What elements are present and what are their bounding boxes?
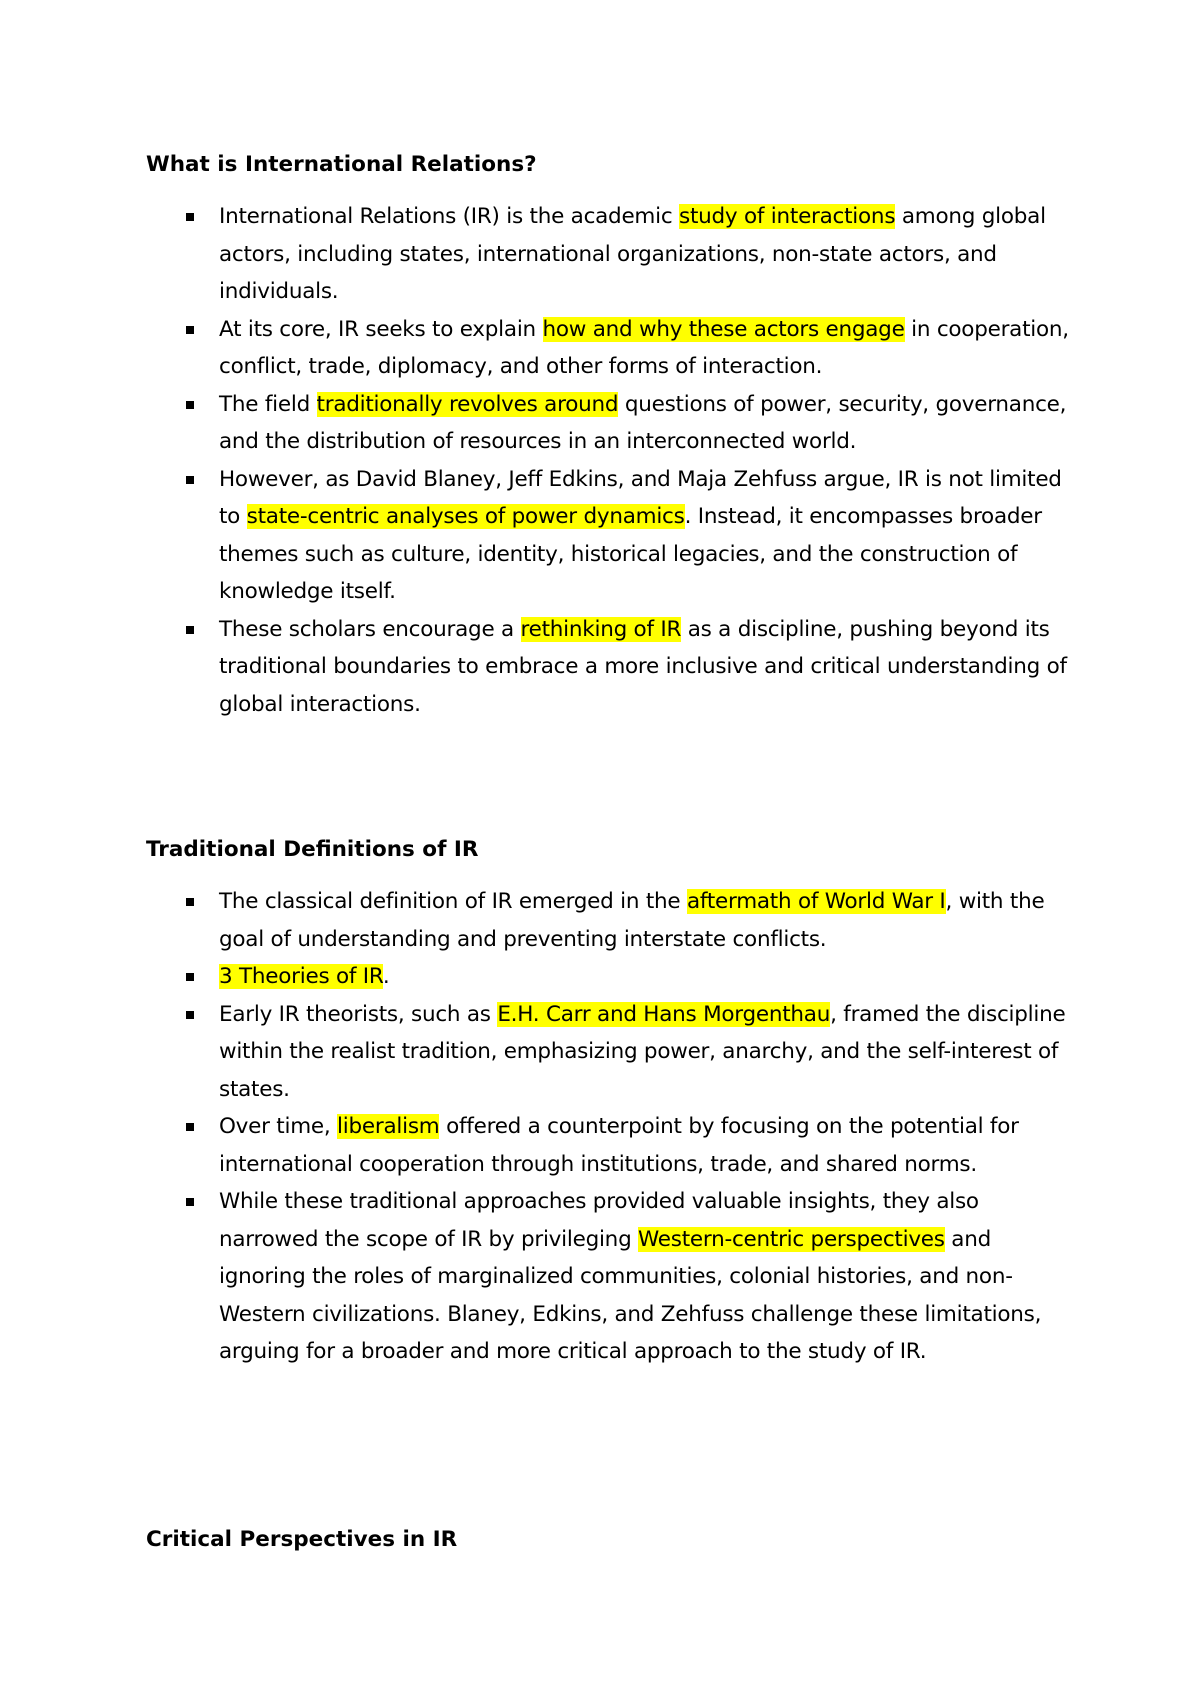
section-heading-critical-perspectives: Critical Perspectives in IR (146, 1527, 458, 1552)
highlighted-text: 3 Theories of IR (219, 964, 383, 989)
bullet-text: and ignoring the roles of marginalized communities, colonial histories, and non-Western civilizations. Blaney, Edkins, and Zehfuss challenge these limitations, arguing for a broader and more critical approach to the study of IR. (219, 1226, 1042, 1364)
bullet-text: , with the goal of understanding and preventing interstate conflicts. (219, 889, 1045, 952)
section-heading-what-is-ir: What is International Relations? (146, 152, 537, 177)
highlighted-text: how and why these actors engage (542, 316, 905, 342)
list-item (146, 883, 1076, 958)
bullet-text: . (382, 964, 390, 989)
bullet-text: While these traditional approaches provided valuable insights, they also narrowed the scope of IR by privileging (219, 1189, 979, 1252)
square-bullet-icon (186, 626, 194, 634)
bullet-text: International Relations (IR) is the academic (219, 204, 680, 229)
list-item (146, 1183, 1076, 1371)
bullet-list-what-is-ir (146, 198, 1076, 723)
square-bullet-icon (186, 213, 194, 221)
bullet-text: questions of power, security, governance, and the distribution of resources in an interconnected world. (219, 391, 1067, 454)
highlighted-text: aftermath of World War I (686, 889, 946, 914)
highlighted-text: liberalism (337, 1114, 440, 1139)
bullet-text: offered a counterpoint by focusing on the potential for international cooperation through institutions, trade, and shared norms. (219, 1114, 1019, 1177)
list-item (146, 461, 1076, 611)
bullet-text: These scholars encourage a (219, 616, 521, 642)
square-bullet-icon (186, 1011, 194, 1019)
highlighted-text: traditionally revolves around (316, 391, 619, 417)
bullet-text: The field (219, 391, 317, 417)
list-item (146, 198, 1076, 311)
bullet-text: in cooperation, conflict, trade, diplomacy, and other forms of interaction. (219, 316, 1069, 379)
square-bullet-icon (186, 1123, 194, 1131)
list-item (146, 1108, 1076, 1183)
square-bullet-icon (186, 898, 194, 906)
bullet-text: The classical definition of IR emerged in the (219, 889, 687, 914)
square-bullet-icon (186, 1198, 194, 1206)
bullet-text: , framed the discipline within the realist tradition, emphasizing power, anarchy, and the self-interest of states. (219, 1001, 1066, 1102)
square-bullet-icon (186, 973, 194, 981)
bullet-text: However, as David Blaney, Jeff Edkins, and Maja Zehfuss argue, IR is not limited to (219, 466, 1062, 529)
square-bullet-icon (186, 476, 194, 484)
bullet-text: Over time, (219, 1114, 338, 1139)
bullet-text: Early IR theorists, such as (219, 1001, 498, 1027)
bullet-text: At its core, IR seeks to explain (219, 316, 543, 342)
bullet-text: . Instead, it encompasses broader themes such as culture, identity, historical legacies, and the construction of knowledge itself. (219, 504, 1042, 604)
bullet-list-traditional-definitions (146, 883, 1076, 1371)
highlighted-text: Western-centric perspectives (638, 1226, 945, 1252)
list-item (146, 386, 1076, 461)
list-item (146, 311, 1076, 386)
highlighted-text: rethinking of IR (520, 616, 682, 642)
square-bullet-icon (186, 326, 194, 334)
bullet-text: as a discipline, pushing beyond its traditional boundaries to embrace a more inclusive and critical understanding of global interactions. (219, 616, 1067, 717)
highlighted-text: E.H. Carr and Hans Morgenthau (497, 1001, 831, 1027)
section-heading-traditional-definitions: Traditional Definitions of IR (146, 837, 479, 862)
highlighted-text: study of interactions (679, 204, 896, 229)
list-item (146, 958, 1076, 996)
bullet-text: among global actors, including states, international organizations, non-state actors, and individuals. (219, 204, 1046, 304)
square-bullet-icon (186, 401, 194, 409)
highlighted-text: state-centric analyses of power dynamics (246, 504, 685, 529)
list-item (146, 611, 1076, 724)
list-item (146, 996, 1076, 1109)
